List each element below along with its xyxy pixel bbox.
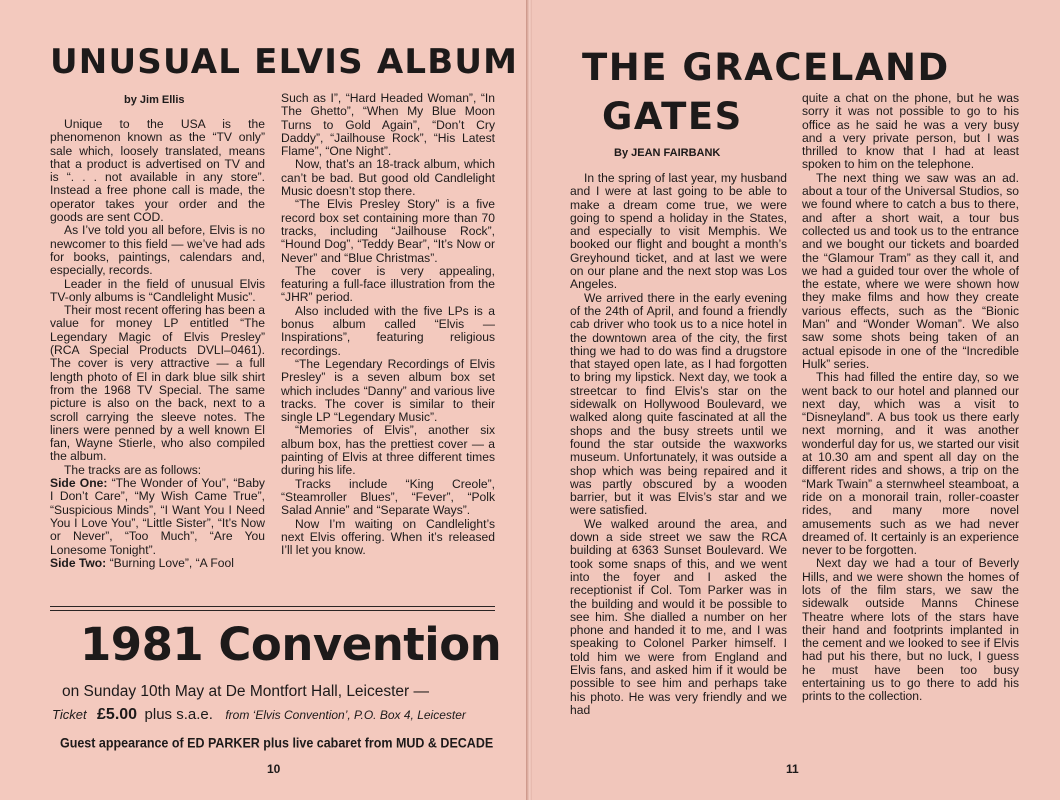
page-number: 10: [267, 762, 281, 776]
right-column-2: [802, 92, 1019, 704]
ticket-price: £5.00: [97, 706, 138, 723]
byline: by Jim Ellis: [124, 94, 185, 106]
paragraph: This had filled the entire day, so we went back to our hotel and planned our next day, which was a visit to “Disneyland”. A bus took us there early next morning, and it was another wonderful day for us, we started our visit at 10.30 am and spent all day on the different rides and shows, a trip on the “Mark Twain” a sternwheel steamboat, a ride on a monorail train, roller-coaster rides, and many more novel amusements such as we had never dreamed of. It certainly is an experience never to be forgotten.: [802, 370, 1019, 558]
article-headline-line-2: GATES: [602, 95, 743, 138]
divider-rule: [50, 606, 495, 607]
paragraph: quite a chat on the phone, but he was sorry it was not possible to go to his office as he said he was a very busy and a very private person, but I was thrilled to know that I had at least spoken to him on the telephone.: [802, 91, 1019, 172]
side-one-label: Side One:: [50, 476, 108, 491]
paragraph: We arrived there in the early evening of the 24th of April, and found a friendly cab driver who took us to a nice hotel in the downtown area of the city, the first thing we had to do was find a drugstore that stayed open late, as I had forgotten to bring my lipstick. Next day, we took a streetcar to find Elvis’s star on the sidewalk on Hollywood Boulevard, we walked along quite fascinated at all the shops and the busy streets until we found the star outside the waxworks museum. Unfortunately, it was outside a shop which was being repaired and it was partly obscured by a wooden barrier, but it was Elvis’s star and we were satisfied.: [570, 290, 787, 518]
left-column-1: [50, 118, 265, 570]
paragraph: Now I’m waiting on Candlelight’s next Elvis offering. When it’s released I’ll let you know.: [281, 516, 495, 558]
paragraph: Also included with the five LPs is a bonus album called “Elvis — Inspirations”, featuring religious recordings.: [281, 303, 495, 358]
right-page: [532, 0, 1060, 800]
left-column-2: [281, 92, 495, 557]
paragraph: “The Legendary Recordings of Elvis Presley” is a seven album box set which includes “Danny” and various live tracks. The cover is similar to their single LP “Legendary Music”.: [281, 356, 495, 425]
paragraph: Such as I”, “Hard Headed Woman”, “In The Ghetto”, “When My Blue Moon Turns to Gold Again”, “Don’t Cry Daddy”, “Jailhouse Rock”, “His Latest Flame”, “One Night”.: [281, 91, 495, 159]
byline: By JEAN FAIRBANK: [614, 147, 721, 159]
tracklist-side-two: [50, 557, 265, 570]
paragraph: “Memories of Elvis”, another six album box, has the prettiest cover — a painting of Elvis at three different times during his life.: [281, 423, 495, 478]
paragraph: The tracks are as follows:: [64, 462, 202, 477]
article-headline-line-1: THE GRACELAND: [582, 46, 950, 89]
paragraph: We walked around the area, and down a side street we saw the RCA building at 6363 Sunset Boulevard. We took some snaps of this, and we went into the foyer and I asked the receptionist if Col. Tom Parker was in the building and would it be possible to see him. She dialled a number on her phone and handed it to me, and I was speaking to Colonel Parker himself. I told him we were from England and Elvis fans, and asked him if it would be possible to see him and perhaps take his photo. He was very friendly and we had: [570, 516, 787, 717]
page-number: 11: [786, 762, 799, 776]
convention-ticket-line: [52, 706, 466, 724]
paragraph: Leader in the field of unusual Elvis TV-only albums is “Candlelight Music”.: [50, 276, 265, 304]
tracklist-side-one: [50, 477, 265, 557]
paragraph: Now, that’s an 18-track album, which can’t be bad. But good old Candlelight Music doesn’t stop there.: [281, 157, 495, 199]
ticket-label: Ticket: [52, 707, 87, 722]
convention-guest-line: Guest appearance of ED PARKER plus live cabaret from MUD & DECADE: [60, 735, 494, 751]
side-one-tracks: “The Wonder of You”, “Baby I Don’t Care”, “My Wish Came True”, “Suspicious Minds”, “I Want You I Need You I Love You”, “Little Sister”, “It’s Now or Never”, “Too Much”, “Are You Lonesome Tonight”.: [50, 476, 265, 557]
convention-date: on Sunday 10th May at De Montfort Hall, Leicester —: [62, 683, 430, 700]
paragraph: “The Elvis Presley Story” is a five record box set containing more than 70 tracks, including “Jailhouse Rock”, “Hound Dog”, “Teddy Bear”, “It’s Now or Never” and “Blue Christmas”.: [281, 197, 495, 265]
paragraph: Next day we had a tour of Beverly Hills, and we were shown the homes of lots of the film stars, we saw the sidewalk outside Manns Chinese Theatre where lots of the stars have their hand and footprints implanted in the cement and we looked to see if Elvis had put his there, but no luck, I guess he must have been too busy entertaining us to go there to add his prints to the collection.: [802, 556, 1019, 704]
right-column-1: [570, 172, 787, 717]
paragraph: Their most recent offering has been a value for money LP entitled “The Legendary Magic of Elvis Presley” (RCA Special Products DVLI–0461). The cover is very attractive — a full length photo of El in dark blue silk shirt from the 1968 TV Special. The same picture is also on the back, next to a scroll carrying the sleeve notes. The liners were penned by a well known El fan, Wayne Stierle, who also compiled the album.: [50, 303, 265, 464]
ticket-sae: plus s.a.e.: [144, 706, 213, 723]
paragraph: The next thing we saw was an ad. about a tour of the Universal Studios, so we found where to catch a bus to there, and after a short wait, a tour bus collected us and took us to the entrance and we bought our tickets and boarded the “Glamour Tram” as they call it, and we had a guided tour over the whole of the estate, where we were shown how they make films and how they create various effects, such as the “Bionic Man” and “Wonder Woman”. We also saw some shots being taken of an actual episode in one of the “Incredible Hulk” series.: [802, 170, 1019, 371]
convention-title: 1981 Convention: [80, 618, 502, 671]
side-two-tracks: “Burning Love”, “A Fool: [109, 555, 234, 570]
paragraph: In the spring of last year, my husband and I were at last going to be able to make a dream come true, we were going to spend a holiday in the States, and especially to visit Memphis. We booked our flight and bought a month’s Greyhound ticket, and at last we were on our plane and the next stop was Los Angeles.: [570, 171, 787, 292]
article-headline: UNUSUAL ELVIS ALBUM: [50, 42, 519, 82]
side-two-label: Side Two:: [50, 555, 107, 570]
paragraph: The cover is very appealing, featuring a full-face illustration from the “JHR” period.: [281, 263, 495, 305]
divider-rule: [50, 610, 495, 611]
ticket-address: from ‘Elvis Convention’, P.O. Box 4, Leicester: [225, 708, 466, 722]
paragraph: Tracks include “King Creole”, “Steamroller Blues”, “Fever”, “Polk Salad Annie” and “Separate Ways”.: [281, 476, 495, 518]
left-page: [0, 0, 528, 800]
paragraph: Unique to the USA is the phenomenon known as the “TV only” sale which, loosely translated, means that a product is advertised on TV and is “. . . not available in any store”. Instead a free phone call is made, the operator takes your order and the goods are sent COD.: [50, 117, 265, 225]
paragraph: As I’ve told you all before, Elvis is no newcomer to this field — we’ve had ads for books, paintings, calendars and, especially, records.: [50, 223, 265, 278]
